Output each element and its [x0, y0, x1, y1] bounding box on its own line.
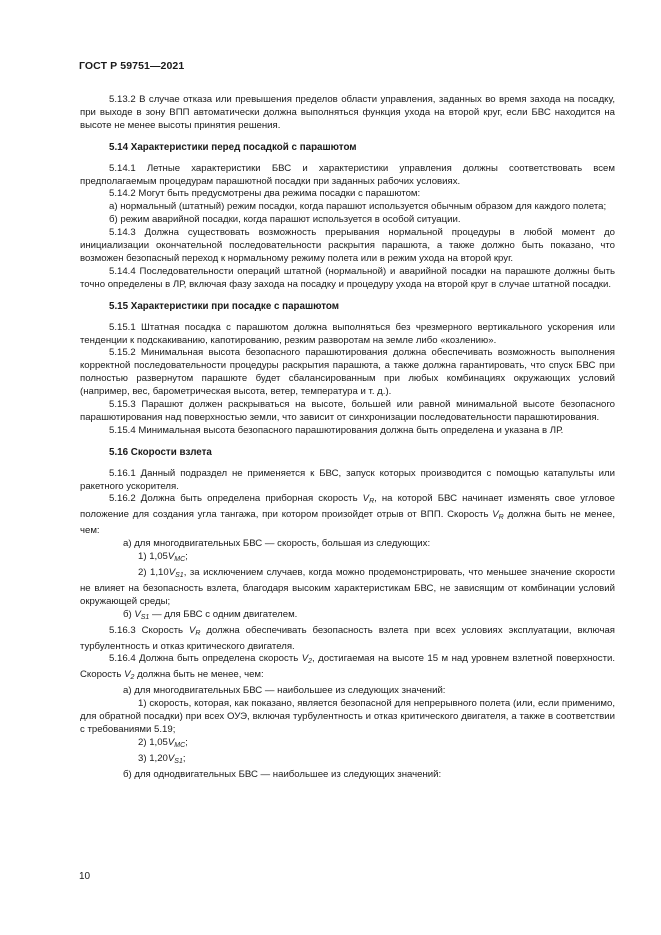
page-number: 10	[79, 871, 91, 882]
text-run: 2) 1,10	[138, 567, 169, 578]
paragraph	[80, 737, 615, 753]
text-run: 5.16.2 Должна быть определена приборная скорость	[109, 493, 363, 505]
text-run: , на которой БВС начинает изменять свое угловое положение для создания угла тангажа, при котором произойдет отрыв от ВПП. Скорость	[80, 493, 615, 521]
text-run: — для БВС с одним двигателем.	[149, 608, 298, 620]
paragraph: а) нормальный (штатный) режим посадки, когда парашют используется обычным образом для каждого полета;	[109, 201, 607, 213]
speed-subscript: MC	[174, 556, 186, 564]
speed-subscript: 2	[130, 674, 135, 682]
paragraph: 5.14.2 Могут быть предусмотрены два режима посадки с парашютом:	[109, 188, 421, 200]
text-run: , за исключением случаев, когда можно продемонстрировать, что меньшее значение скорости не влияет на безопасность взлета, благодаря высоким характеристикам БВС, не зависящим от комбинации условий окружающей среды;	[80, 567, 615, 607]
speed-subscript: R	[498, 514, 504, 522]
speed-symbol: V	[124, 669, 131, 681]
paragraph	[80, 567, 615, 609]
text-run: ;	[185, 551, 188, 563]
text-run: 5.16.4 Должна быть определена скорость	[109, 653, 302, 665]
speed-symbol: V	[168, 567, 176, 578]
speed-subscript: S1	[174, 757, 183, 765]
paragraph: 5.13.2 В случае отказа или превышения пределов области управления, заданных во время захода на посадку, при выходе в зону ВПП автоматически должна выполняться функция ухода на второй круг, если БВС находится на высоте не менее высоты принятия решения.	[80, 94, 615, 131]
text-run: 5.16.3 Скорость	[109, 624, 189, 636]
text-run: должна быть не менее, чем:	[134, 669, 264, 681]
section-heading: 5.15 Характеристики при посадке с парашютом	[109, 300, 340, 312]
section-heading: 5.14 Характеристики перед посадкой с парашютом	[109, 141, 357, 153]
speed-subscript: R	[369, 498, 375, 506]
text-run: 2) 1,05	[138, 736, 168, 748]
text-run: должна обеспечивать безопасность взлета при всех условиях эксплуатации, включая турбулентность и отказ критического двигателя.	[80, 624, 615, 652]
text-run: б)	[123, 608, 135, 620]
text-run: ;	[185, 736, 188, 748]
text-run: 1) 1,05	[138, 551, 168, 563]
paragraph: а) для многодвигательных БВС — наибольшее из следующих значений:	[123, 685, 446, 697]
paragraph	[80, 653, 615, 685]
paragraph: а) для многодвигательных БВС — скорость, большая из следующих:	[123, 538, 431, 550]
text-run: ;	[182, 752, 186, 764]
paragraph	[80, 609, 615, 625]
paragraph: 5.14.3 Должна существовать возможность прерывания нормальной процедуры в любой момент до инициализации окончательной последовательности раскрытия парашюта, а также должно быть показано, что возможен безопасный переход к нормальному режиму полета или в режим ухода на второй круг.	[80, 227, 615, 264]
paragraph: 1) скорость, которая, как показано, является безопасной для непрерывного полета (или, если применимо, для обратной посадки) при всех ОУЭ, включая турбулентность и отказ критического двигателя, а также в соответствии с требованиями 5.19;	[80, 698, 615, 735]
paragraph	[80, 493, 615, 538]
speed-symbol: V	[134, 608, 141, 620]
paragraph: б) для однодвигательных БВС — наибольшее из следующих значений:	[123, 768, 442, 780]
paragraph	[80, 551, 615, 567]
speed-subscript: S1	[140, 613, 150, 621]
speed-symbol: V	[167, 551, 175, 563]
text-run: должна быть не менее, чем:	[80, 509, 615, 537]
document-body	[80, 94, 615, 782]
speed-symbol: V	[492, 509, 499, 521]
paragraph	[80, 753, 615, 769]
paragraph: 5.15.2 Минимальная высота безопасного парашютирования должна обеспечивать возможность выполнения корректной последовательности процедуры раскрытия парашюта, а также должна гарантировать, что спуск БВС при полностью развернутом парашюте будет сбалансированным при любых комбинациях окружающих условий (например, вес, барометрическая высота, ветер, температура и т. д.).	[80, 347, 615, 398]
paragraph: 5.16.1 Данный подраздел не применяется к БВС, запуск которых производится с помощью катапульты или ракетного ускорителя.	[80, 467, 615, 492]
paragraph: 5.14.4 Последовательности операций штатной (нормальной) и аварийной посадки на парашюте должны быть точно определены в ЛР, включая фазу захода на посадку и процедуру ухода на второй круг в случае штатной посадки.	[80, 265, 615, 290]
text-run: 3) 1,20	[138, 752, 168, 764]
section-heading: 5.16 Скорости взлета	[109, 446, 212, 458]
standard-header: ГОСТ Р 59751—2021	[79, 60, 185, 72]
paragraph: б) режим аварийной посадки, когда парашют используется в особой ситуации.	[109, 214, 461, 226]
text-run: , достигаемая на высоте 15 м над уровнем взлетной поверхности. Скорость	[80, 653, 615, 681]
speed-symbol: V	[167, 736, 175, 748]
speed-symbol: V	[167, 752, 175, 764]
speed-symbol: V	[188, 624, 196, 636]
speed-subscript: 2	[308, 658, 312, 666]
paragraph: 5.15.1 Штатная посадка с парашютом должна выполняться без чрезмерного вертикального ускорения или тенденции к подскакиванию, капотированию, резким разворотам на земле либо «козлению».	[80, 321, 615, 346]
speed-subscript: S1	[175, 572, 184, 579]
speed-symbol: V	[301, 653, 309, 665]
paragraph: 5.15.4 Минимальная высота безопасного парашютирования должна быть определена и указана в ЛР.	[109, 424, 564, 436]
speed-subscript: R	[195, 629, 201, 637]
paragraph: 5.14.1 Летные характеристики БВС и характеристики управления должны соответствовать всем предполагаемым процедурам парашютной посадки при заданных рабочих условиях.	[80, 162, 615, 187]
speed-symbol: V	[362, 493, 370, 505]
paragraph	[80, 625, 615, 654]
speed-subscript: MC	[174, 741, 186, 749]
paragraph: 5.15.3 Парашют должен раскрываться на высоте, большей или равной минимальной высоте безопасного парашютирования над поверхностью земли, что зависит от синхронизации последовательности парашютирования.	[80, 399, 615, 423]
